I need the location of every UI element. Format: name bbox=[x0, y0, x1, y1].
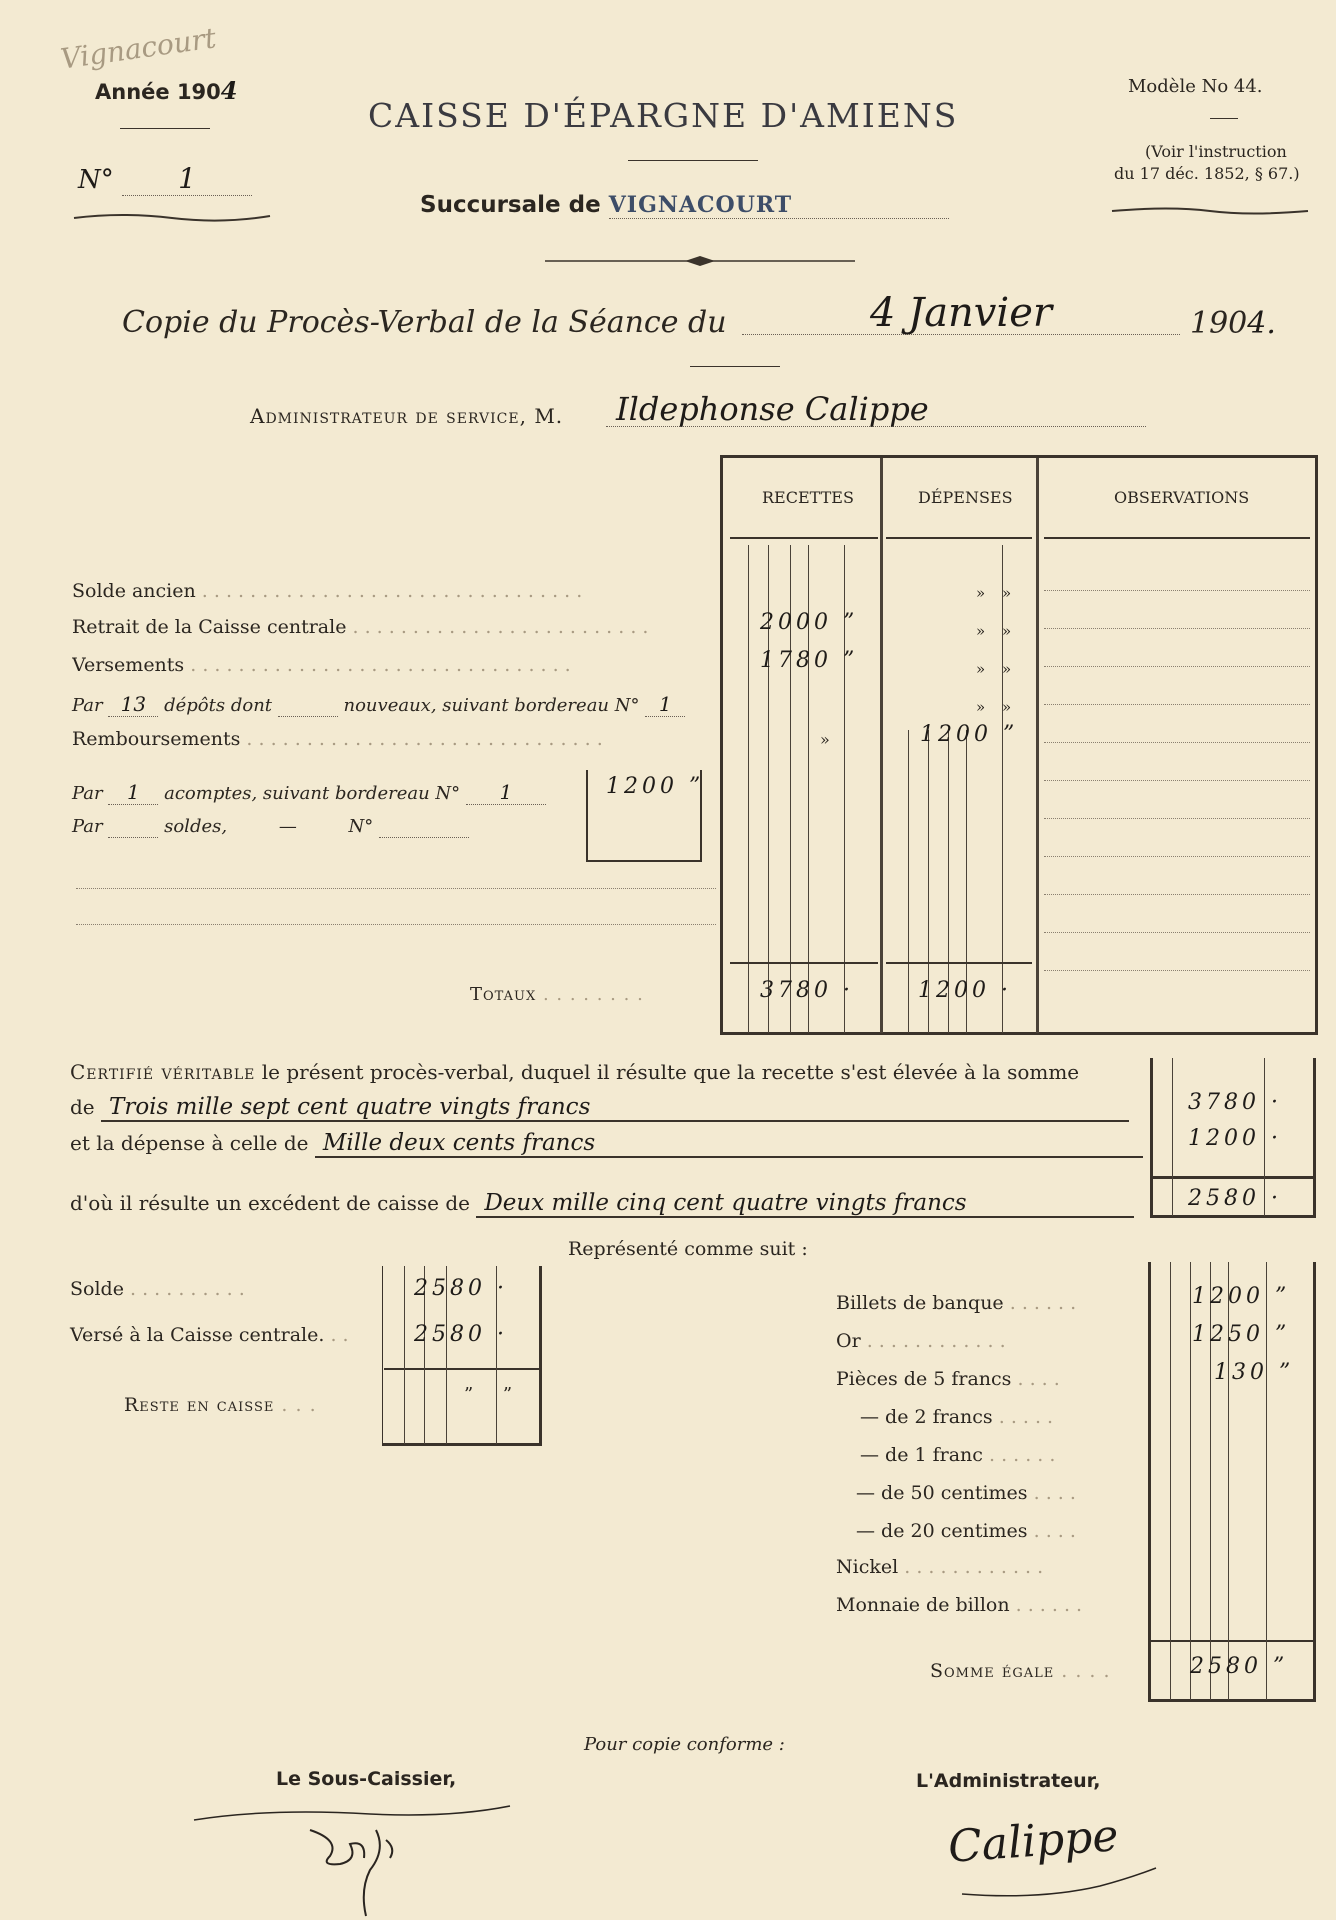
pieces5-label: Pièces de 5 francs . . . . bbox=[836, 1368, 1060, 1390]
signature-administrateur: Calippe bbox=[946, 1810, 1120, 1873]
solde-label: Solde . . . . . . . . . . bbox=[70, 1278, 245, 1300]
voir-line1: (Voir l'instruction bbox=[1145, 142, 1287, 161]
row-retrait: Retrait de la Caisse centrale . . . . . . . . . . . . . . . . . . . . . . . . . bbox=[72, 616, 649, 638]
balance-box-rule bbox=[384, 1368, 540, 1370]
billon-label: Monnaie de billon . . . . . . bbox=[836, 1594, 1083, 1616]
certifie-excedent-amount: 2580 · bbox=[1188, 1186, 1282, 1211]
annee-text: Année 190 bbox=[95, 80, 221, 104]
col-rule bbox=[1172, 1058, 1173, 1216]
row-par-depots bbox=[72, 692, 685, 717]
item-label: — de 50 centimes bbox=[856, 1482, 1028, 1504]
row-par-acomptes bbox=[72, 780, 546, 805]
verse-value: 2580 · bbox=[414, 1322, 508, 1347]
recettes-retrait: 2000 ” bbox=[760, 610, 859, 635]
numero-field bbox=[78, 162, 252, 196]
flourish-right bbox=[1110, 204, 1310, 218]
par-label: Par bbox=[72, 783, 103, 804]
item-label: Pièces de 5 francs bbox=[836, 1368, 1012, 1390]
signature-underline bbox=[960, 1864, 1160, 1904]
seance-rule bbox=[690, 366, 780, 367]
ledger-divider-1 bbox=[880, 458, 883, 1033]
modele-rule bbox=[1210, 118, 1238, 119]
verse-label: Versé à la Caisse centrale. . . bbox=[70, 1324, 349, 1346]
row-label: Retrait de la Caisse centrale bbox=[72, 616, 347, 638]
nouveaux-label: nouveaux, suivant bordereau N° bbox=[343, 695, 640, 716]
obs-rule bbox=[1044, 742, 1310, 743]
excedent-words: Deux mille cinq cent quatre vingts francs bbox=[476, 1190, 1134, 1218]
voir-line2: du 17 déc. 1852, § 67.) bbox=[1114, 164, 1300, 183]
certifie-text: le présent procès-verbal, duquel il résulte que la recette s'est élevée à la somme bbox=[261, 1060, 1080, 1084]
pieces1-label: — de 1 franc . . . . . . bbox=[860, 1444, 1056, 1466]
excedent-line bbox=[70, 1190, 1134, 1218]
item-label: Monnaie de billon bbox=[836, 1594, 1010, 1616]
totaux-text: Totaux bbox=[470, 984, 537, 1005]
flourish-left bbox=[72, 210, 272, 226]
acomptes-bordereau: 1 bbox=[466, 780, 546, 805]
depenses-solde: » » bbox=[976, 584, 1018, 602]
seance-year bbox=[1190, 306, 1276, 341]
totaux-label: Totaux . . . . . . . . bbox=[470, 984, 644, 1005]
pencil-note: Vignacourt bbox=[58, 21, 219, 76]
obs-rule bbox=[1044, 856, 1310, 857]
somme-value: 2580 ” bbox=[1190, 1654, 1289, 1679]
depenses-depots: » » bbox=[976, 698, 1018, 716]
row-versements: Versements . . . . . . . . . . . . . . . . . . . . . . . . . . . . . . . . bbox=[72, 654, 571, 676]
obs-rule bbox=[1044, 970, 1310, 971]
col-rule bbox=[1002, 545, 1003, 1033]
header-recettes: RECETTES bbox=[762, 488, 854, 507]
reste-text: Reste en caisse bbox=[124, 1394, 275, 1416]
col-rule bbox=[1170, 1262, 1171, 1700]
depenses-versements: » » bbox=[976, 660, 1018, 678]
row-par-soldes bbox=[72, 816, 469, 838]
somme-label: Somme égale . . . . bbox=[930, 1660, 1111, 1682]
obs-rule bbox=[1044, 780, 1310, 781]
nickel-label: Nickel . . . . . . . . . . . . bbox=[836, 1556, 1044, 1578]
header-observations: OBSERVATIONS bbox=[1114, 488, 1250, 507]
seance-date: 4 Janvier bbox=[742, 290, 1180, 335]
administrateur-label: L'Administrateur, bbox=[916, 1770, 1101, 1792]
totaux-recettes: 3780 · bbox=[760, 978, 854, 1003]
annee-label bbox=[95, 76, 238, 105]
header-rule-2 bbox=[886, 537, 1032, 539]
item-label: Billets de banque bbox=[836, 1292, 1004, 1314]
acomptes-amount: 1200 ” bbox=[606, 774, 705, 799]
depots-bordereau: 1 bbox=[645, 692, 685, 717]
pieces20-label: — de 20 centimes . . . . bbox=[856, 1520, 1076, 1542]
page-title: CAISSE D'ÉPARGNE D'AMIENS bbox=[368, 96, 959, 135]
succursale-field bbox=[420, 192, 949, 219]
recette-words-line bbox=[70, 1094, 1129, 1122]
item-label: — de 20 centimes bbox=[856, 1520, 1028, 1542]
item-label: Or bbox=[836, 1330, 861, 1352]
certifie-depense-amount: 1200 · bbox=[1188, 1126, 1282, 1151]
pieces5-value: 130 ” bbox=[1214, 1360, 1295, 1385]
seance-year-hand: 4. bbox=[1247, 306, 1276, 341]
totaux-depenses: 1200 · bbox=[918, 978, 1012, 1003]
blank-rule bbox=[76, 924, 716, 925]
represente-label: Représenté comme suit : bbox=[568, 1238, 808, 1260]
header-rule-3 bbox=[1044, 537, 1310, 539]
row-label: Solde ancien bbox=[72, 580, 196, 602]
ornament-center bbox=[545, 254, 855, 268]
obs-rule bbox=[1044, 932, 1310, 933]
monnaie-box-rule bbox=[1150, 1640, 1314, 1642]
numero-value: 1 bbox=[122, 162, 252, 196]
somme-text: Somme égale bbox=[930, 1660, 1055, 1682]
recette-words: Trois mille sept cent quatre vingts francs bbox=[101, 1094, 1129, 1122]
totals-rule-1 bbox=[730, 962, 878, 964]
depense-words-line bbox=[70, 1130, 1143, 1158]
certifie-lead: Certifié véritable bbox=[70, 1060, 256, 1084]
succursale-label: Succursale de bbox=[420, 192, 601, 218]
ledger-table bbox=[720, 455, 1318, 1035]
par-label: Par bbox=[72, 816, 103, 837]
modele-label: Modèle No 44. bbox=[1128, 76, 1263, 97]
obs-rule bbox=[1044, 666, 1310, 667]
sous-caissier-label: Le Sous-Caissier, bbox=[276, 1768, 457, 1790]
pour-copie: Pour copie conforme : bbox=[584, 1734, 785, 1755]
par-label: Par bbox=[72, 695, 103, 716]
billets-value: 1200 ” bbox=[1192, 1284, 1291, 1309]
header-rule-1 bbox=[730, 537, 878, 539]
item-label: Nickel bbox=[836, 1556, 899, 1578]
obs-rule bbox=[1044, 704, 1310, 705]
row-solde-ancien: Solde ancien . . . . . . . . . . . . . . . . . . . . . . . . . . . . . . . . bbox=[72, 580, 583, 602]
col-rule bbox=[1190, 1262, 1191, 1700]
depenses-retrait: » » bbox=[976, 622, 1018, 640]
row-label: Versements bbox=[72, 654, 185, 676]
obs-rule bbox=[1044, 894, 1310, 895]
soldes-no: N° bbox=[348, 816, 374, 837]
title-rule bbox=[628, 160, 758, 161]
row-label: Remboursements bbox=[72, 728, 241, 750]
recettes-remboursements: » bbox=[820, 730, 830, 749]
col-rule bbox=[404, 1266, 405, 1444]
annee-rule bbox=[120, 128, 210, 129]
item-label: — de 1 franc bbox=[860, 1444, 983, 1466]
signature-sous-caissier bbox=[190, 1800, 530, 1918]
col-rule bbox=[908, 730, 909, 1033]
pieces2-label: — de 2 francs . . . . . bbox=[860, 1406, 1054, 1428]
soldes-label: soldes, bbox=[164, 816, 228, 837]
seance-year-prefix: 190 bbox=[1190, 306, 1248, 341]
solde-value: 2580 · bbox=[414, 1276, 508, 1301]
depense-words: Mille deux cents francs bbox=[315, 1130, 1143, 1158]
or-value: 1250 ” bbox=[1192, 1322, 1291, 1347]
excedent-label: d'où il résulte un excédent de caisse de bbox=[70, 1191, 470, 1215]
certifie-box-rule bbox=[1150, 1176, 1316, 1179]
or-label: Or . . . . . . . . . . . . bbox=[836, 1330, 1006, 1352]
de-label: de bbox=[70, 1095, 95, 1119]
verse-text: Versé à la Caisse centrale. bbox=[70, 1324, 325, 1346]
header-depenses: DÉPENSES bbox=[918, 488, 1013, 507]
annee-hand: 4 bbox=[220, 76, 238, 105]
acomptes-label: acomptes, suivant bordereau N° bbox=[164, 783, 461, 804]
row-remboursements: Remboursements . . . . . . . . . . . . . . . . . . . . . . . . . . . . . . bbox=[72, 728, 603, 750]
admin-name: Ildephonse Calippe bbox=[606, 390, 1146, 427]
blank-rule bbox=[76, 888, 716, 889]
succursale-stamp: VIGNACOURT bbox=[609, 192, 949, 219]
totals-rule-2 bbox=[886, 962, 1032, 964]
recettes-versements: 1780 ” bbox=[760, 648, 859, 673]
depots-count: 13 bbox=[108, 692, 158, 717]
acomptes-count: 1 bbox=[108, 780, 158, 805]
soldes-dash: — bbox=[278, 816, 297, 837]
obs-rule bbox=[1044, 818, 1310, 819]
pieces50-label: — de 50 centimes . . . . bbox=[856, 1482, 1076, 1504]
ledger-divider-2 bbox=[1036, 458, 1039, 1033]
numero-label: N° bbox=[78, 165, 114, 195]
obs-rule bbox=[1044, 628, 1310, 629]
reste-value: ” ” bbox=[464, 1384, 525, 1405]
billets-label: Billets de banque . . . . . . bbox=[836, 1292, 1077, 1314]
seance-label: Copie du Procès-Verbal de la Séance du bbox=[122, 305, 727, 340]
col-rule bbox=[748, 545, 749, 1033]
certifie-line bbox=[70, 1060, 1079, 1084]
depense-label: et la dépense à celle de bbox=[70, 1131, 309, 1155]
admin-label: Administrateur de service, M. bbox=[250, 404, 564, 428]
item-label: — de 2 francs bbox=[860, 1406, 993, 1428]
solde-text: Solde bbox=[70, 1278, 124, 1300]
certifie-recette-amount: 3780 · bbox=[1188, 1090, 1282, 1115]
reste-label: Reste en caisse . . . bbox=[124, 1394, 317, 1416]
depenses-remboursements: 1200 ” bbox=[920, 722, 1019, 747]
depots-dont: dépôts dont bbox=[164, 695, 273, 716]
obs-rule bbox=[1044, 590, 1310, 591]
